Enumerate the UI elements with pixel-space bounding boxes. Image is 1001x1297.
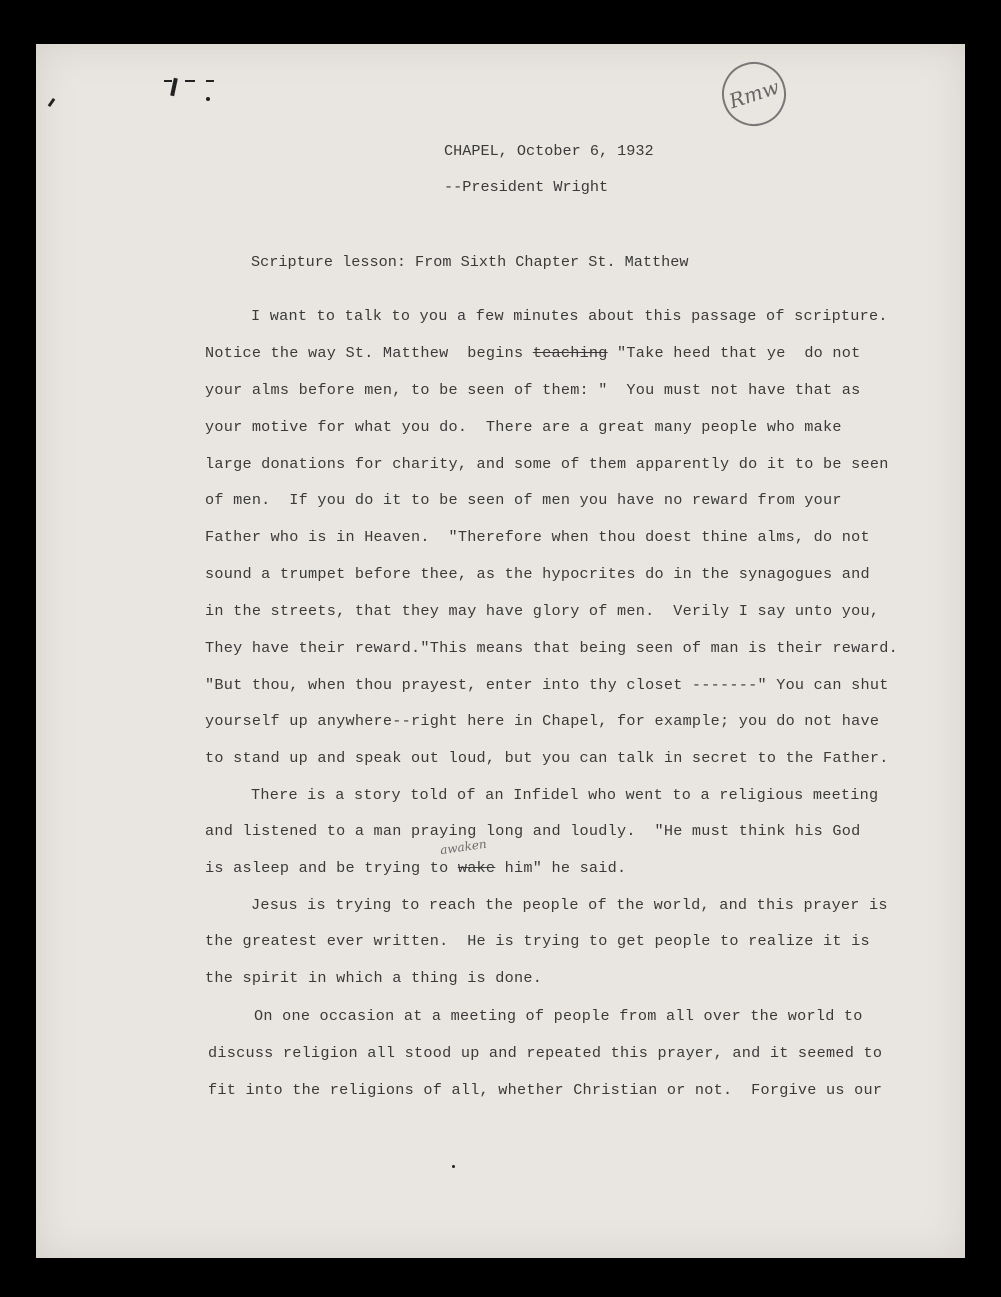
text-line: your motive for what you do. There are a great many people who make: [205, 418, 842, 436]
stray-mark: [206, 80, 214, 82]
text-line: and listened to a man praying long and loudly. "He must think his God: [205, 822, 861, 840]
stamp-initials: Rmw: [725, 74, 783, 114]
text-line: your alms before men, to be seen of them: " You must not have that as: [205, 381, 861, 399]
stray-mark: [185, 80, 195, 82]
text-line: Jesus is trying to reach the people of the world, and this prayer is: [251, 896, 888, 914]
text-line: in the streets, that they may have glory of men. Verily I say unto you,: [205, 602, 880, 620]
struck-word: teaching: [532, 344, 608, 362]
text-line: [205, 859, 626, 877]
handwritten-insert: awaken: [439, 836, 488, 858]
text-line: discuss religion all stood up and repeated this prayer, and it seemed to: [208, 1044, 883, 1062]
text-line: I want to talk to you a few minutes about this passage of scripture.: [251, 307, 888, 325]
scripture-line: Scripture lesson: From Sixth Chapter St. Matthew: [251, 253, 689, 271]
text-segment: him" he said.: [495, 859, 627, 877]
speaker-line: --President Wright: [444, 178, 609, 196]
text-line: large donations for charity, and some of them apparently do it to be seen: [205, 455, 889, 473]
text-line: On one occasion at a meeting of people from all over the world to: [254, 1007, 863, 1025]
text-line: There is a story told of an Infidel who went to a religious meeting: [251, 786, 879, 804]
text-line: Father who is in Heaven. "Therefore when thou doest thine alms, do not: [205, 528, 870, 546]
text-line: "But thou, when thou prayest, enter into thy closet -------" You can shut: [205, 676, 889, 694]
text-line: sound a trumpet before thee, as the hypocrites do in the synagogues and: [205, 565, 870, 583]
document-title: CHAPEL, October 6, 1932: [444, 142, 654, 160]
stray-mark: [164, 80, 172, 82]
struck-word: wake: [457, 859, 496, 877]
text-line: [205, 344, 861, 362]
text-line: of men. If you do it to be seen of men you have no reward from your: [205, 491, 842, 509]
text-line: to stand up and speak out loud, but you can talk in secret to the Father.: [205, 749, 889, 767]
text-segment: "Take heed that ye do not: [607, 344, 861, 362]
text-segment: is asleep and be trying to: [205, 859, 458, 877]
stray-mark: [452, 1165, 455, 1168]
stray-mark: [206, 97, 210, 101]
text-line: the spirit in which a thing is done.: [205, 969, 543, 987]
text-line: They have their reward."This means that being seen of man is their reward.: [205, 639, 898, 657]
text-line: yourself up anywhere--right here in Chapel, for example; you do not have: [205, 712, 880, 730]
text-line: fit into the religions of all, whether Christian or not. Forgive us our: [208, 1081, 883, 1099]
text-line: the greatest ever written. He is trying to get people to realize it is: [205, 932, 870, 950]
text-segment: Notice the way St. Matthew begins: [205, 344, 533, 362]
